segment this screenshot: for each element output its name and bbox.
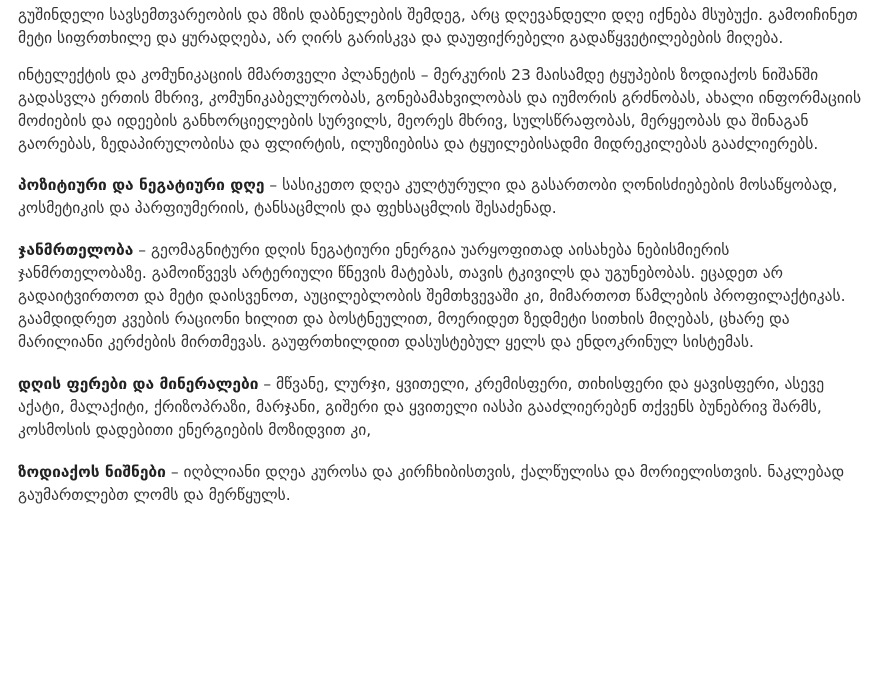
intro-paragraph [18,4,863,50]
positive-negative-paragraph [18,174,863,220]
positive-negative-heading: პოზიტიური და ნეგატიური დღე [18,176,265,194]
intro-text: გუშინდელი სავსემთვარეობის და მზის დაბნელების შემდეგ, არც დღევანდელი დღე იქნება მსუბუქი. გამოიჩინეთ მეტი სიფრთხილე და ყურადღება, არ ღირს გარისკვა და დაუფიქრებელი გადაწყვეტილებების მიღება. [18,6,858,47]
zodiac-heading: ზოდიაქოს ნიშნები [18,463,166,481]
mercury-text: ინტელექტის და კომუნიკაციის მმართველი პლანეტის – მერკურის 23 მაისამდე ტყუპების ზოდიაქოს ნიშანში გადასვლა ერთის მხრივ, კომუნიკაბელურობას, გონებამახვილობას და იუმორის გრძნობას, ახალი ინფორმაციის მოძიების და იდეების განხორციელების სურვილს, მეორეს მხრივ, სულსწრაფობას, მერყეობას და შინაგან გაორებას, ზედაპირულობისა და ფლირტის, ილუზიებისა და ტყუილებისადმი მიდრეკილებას გააძლიერებს. [18,66,862,153]
health-heading: ჯანმრთელობა [18,241,134,259]
colors-minerals-paragraph [18,373,863,442]
mercury-paragraph [18,64,863,156]
colors-minerals-heading: დღის ფერები და მინერალები [18,375,259,393]
health-paragraph [18,239,863,354]
health-text: – გეომაგნიტური დღის ნეგატიური ენერგია უარყოფითად აისახება ნებისმიერის ჯანმრთელობაზე. გამოიწვევს არტერიული წნევის მატებას, თავის ტკივილს და უგუნებობას. ეცადეთ არ გადაიტვირთოთ და მეტი დაისვენოთ, აუცილებლობის შემთხვევაში კი, მიმართოთ წამლების პროფილაქტიკას. გაამდიდრეთ კვების რაციონი ხილით და ბოსტნეულით, მოერიდეთ ზედმეტი სითხის მიღებას, ცხარე და მარილიანი კერძების მირთმევას. გაუფრთხილდით დასუსტებულ ყელს და ენდოკრინულ სისტემას. [18,241,846,351]
zodiac-text: – იღბლიანი დღეა კუროსა და კირჩხიბისთვის, ქალწულისა და მორიელისთვის. ნაკლებად გაუმართლებთ ლომს და მერწყულს. [18,463,845,504]
colors-minerals-text: – მწვანე, ლურჯი, ყვითელი, კრემისფერი, თიხისფერი და ყავისფერი, ასევე აქატი, მალაქიტი, ქრიზოპრაზი, მარჯანი, გიშერი და ყვითელი იასპი გააძლიერებენ თქვენს ბუნებრივ შარმს, კოსმოსის დადებითი ენერგიების მოზიდვით კი, [18,375,825,439]
zodiac-paragraph [18,461,863,507]
positive-negative-text: – სასიკეთო დღეა კულტურული და გასართობი ღონისძიებების მოსაწყობად, კოსმეტიკის და პარფიუმერიის, ტანსაცმლის და ფეხსაცმლის შესაძენად. [18,176,838,217]
article-body [18,4,863,526]
